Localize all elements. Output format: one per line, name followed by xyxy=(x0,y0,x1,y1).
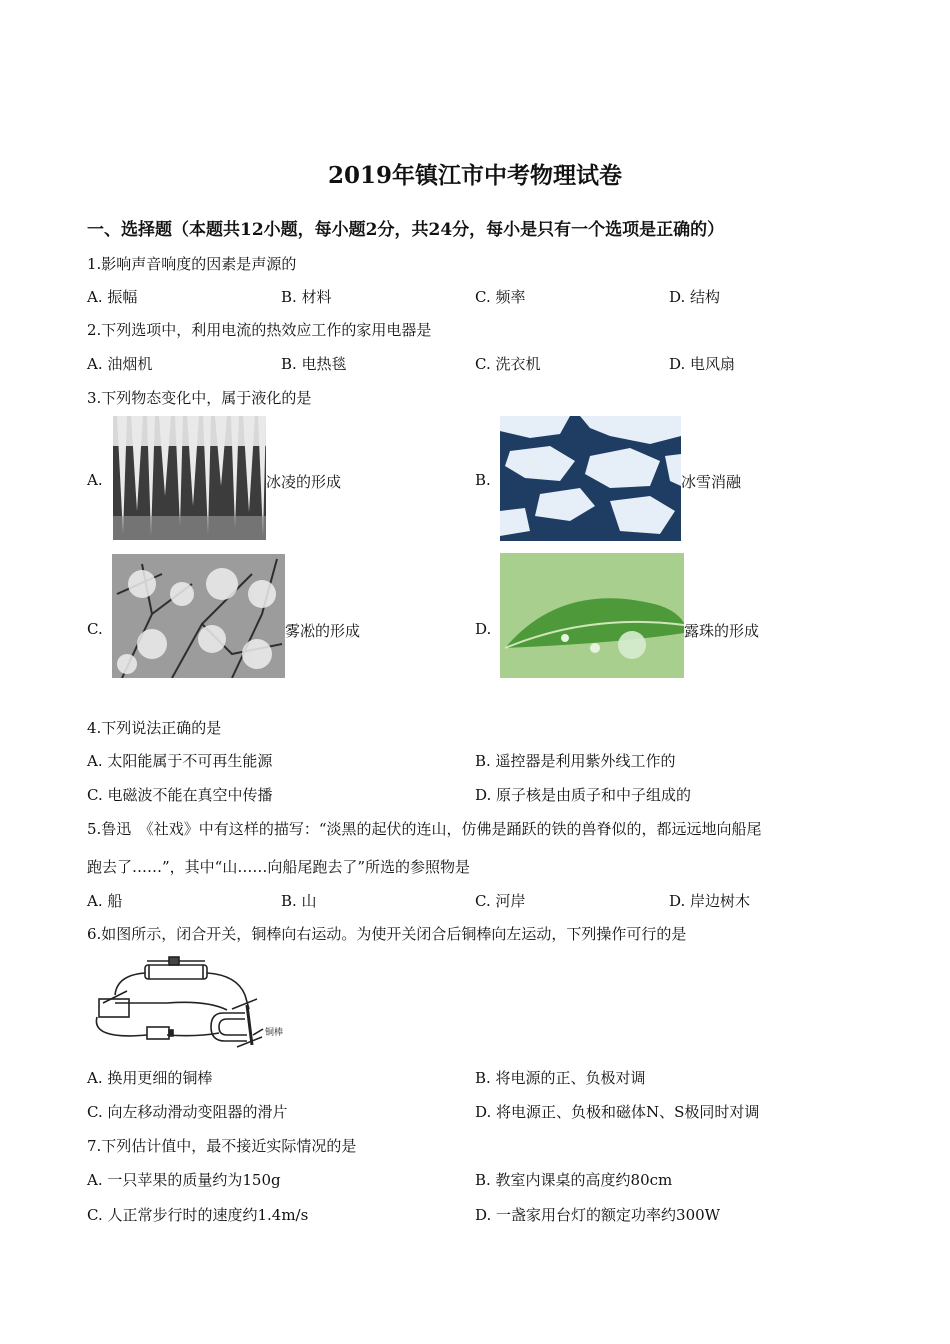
q3-option-d-caption: 露珠的形成 xyxy=(684,622,760,640)
q5-option-b: B. 山 xyxy=(281,892,317,910)
section-heading: 一、选择题（本题共12小题，每小题2分，共24分，每小是只有一个选项是正确的） xyxy=(87,220,725,240)
q1-option-d: D. 结构 xyxy=(669,288,721,306)
q3-option-d-letter: D. xyxy=(475,620,492,638)
q1-option-c: C. 频率 xyxy=(475,288,526,306)
q4-option-b: B. 遥控器是利用紫外线工作的 xyxy=(475,752,676,770)
q7-option-b: B. 教室内课桌的高度约80cm xyxy=(475,1171,673,1189)
q7-option-a: A. 一只苹果的质量约为150g xyxy=(87,1171,281,1189)
q4-option-a: A. 太阳能属于不可再生能源 xyxy=(87,752,273,770)
q3-option-b-letter: B. xyxy=(475,471,491,489)
q6-option-d: D. 将电源正、负极和磁体N、S极同时对调 xyxy=(475,1103,760,1121)
q3-option-a-caption: 冰凌的形成 xyxy=(266,473,342,491)
q1-option-b: B. 材料 xyxy=(281,288,332,306)
q2-option-a: A. 油烟机 xyxy=(87,355,153,373)
question-5-stem-line2: 跑去了……”，其中“山……向船尾跑去了”所选的参照物是 xyxy=(87,858,471,876)
q3-option-b-caption: 冰雪消融 xyxy=(681,473,742,491)
q7-option-c: C. 人正常步行时的速度约1.4m/s xyxy=(87,1206,309,1224)
q5-option-d: D. 岸边树木 xyxy=(669,892,751,910)
q3-option-c-caption: 雾凇的形成 xyxy=(285,622,361,640)
circuit-diagram xyxy=(87,955,287,1055)
question-5-stem-line1: 5.鲁迅 《社戏》中有这样的描写：“淡黑的起伏的连山，仿佛是踊跃的铁的兽脊似的，都远远地向船尾 xyxy=(87,820,762,838)
icicle-photo xyxy=(113,416,266,540)
q3-option-c-letter: C. xyxy=(87,620,103,638)
q4-option-d: D. 原子核是由质子和中子组成的 xyxy=(475,786,692,804)
copper-rod-label: 铜棒 xyxy=(265,1028,284,1038)
q5-option-a: A. 船 xyxy=(87,892,123,910)
dew-leaf-photo xyxy=(500,553,684,678)
question-3-stem: 3.下列物态变化中，属于液化的是 xyxy=(87,389,312,407)
q6-option-b: B. 将电源的正、负极对调 xyxy=(475,1069,646,1087)
page-title: 2019年镇江市中考物理试卷 xyxy=(327,162,622,189)
q6-option-a: A. 换用更细的铜棒 xyxy=(87,1069,213,1087)
question-1-stem: 1.影响声音响度的因素是声源的 xyxy=(87,255,297,273)
q2-option-c: C. 洗衣机 xyxy=(475,355,541,373)
q4-option-c: C. 电磁波不能在真空中传播 xyxy=(87,786,273,804)
question-2-stem: 2.下列选项中，利用电流的热效应工作的家用电器是 xyxy=(87,321,432,339)
q2-option-d: D. 电风扇 xyxy=(669,355,736,373)
q6-option-c: C. 向左移动滑动变阻器的滑片 xyxy=(87,1103,288,1121)
question-6-stem: 6.如图所示，闭合开关，铜棒向右运动。为使开关闭合后铜棒向左运动，下列操作可行的是 xyxy=(87,925,687,943)
q2-option-b: B. 电热毯 xyxy=(281,355,347,373)
melting-ice-photo xyxy=(500,416,681,541)
question-7-stem: 7.下列估计值中，最不接近实际情况的是 xyxy=(87,1137,357,1155)
question-4-stem: 4.下列说法正确的是 xyxy=(87,719,222,737)
q3-option-a-letter: A. xyxy=(87,471,103,489)
q5-option-c: C. 河岸 xyxy=(475,892,526,910)
q1-option-a: A. 振幅 xyxy=(87,288,138,306)
rime-frost-photo xyxy=(112,554,285,678)
q7-option-d: D. 一盏家用台灯的额定功率约300W xyxy=(475,1206,721,1224)
